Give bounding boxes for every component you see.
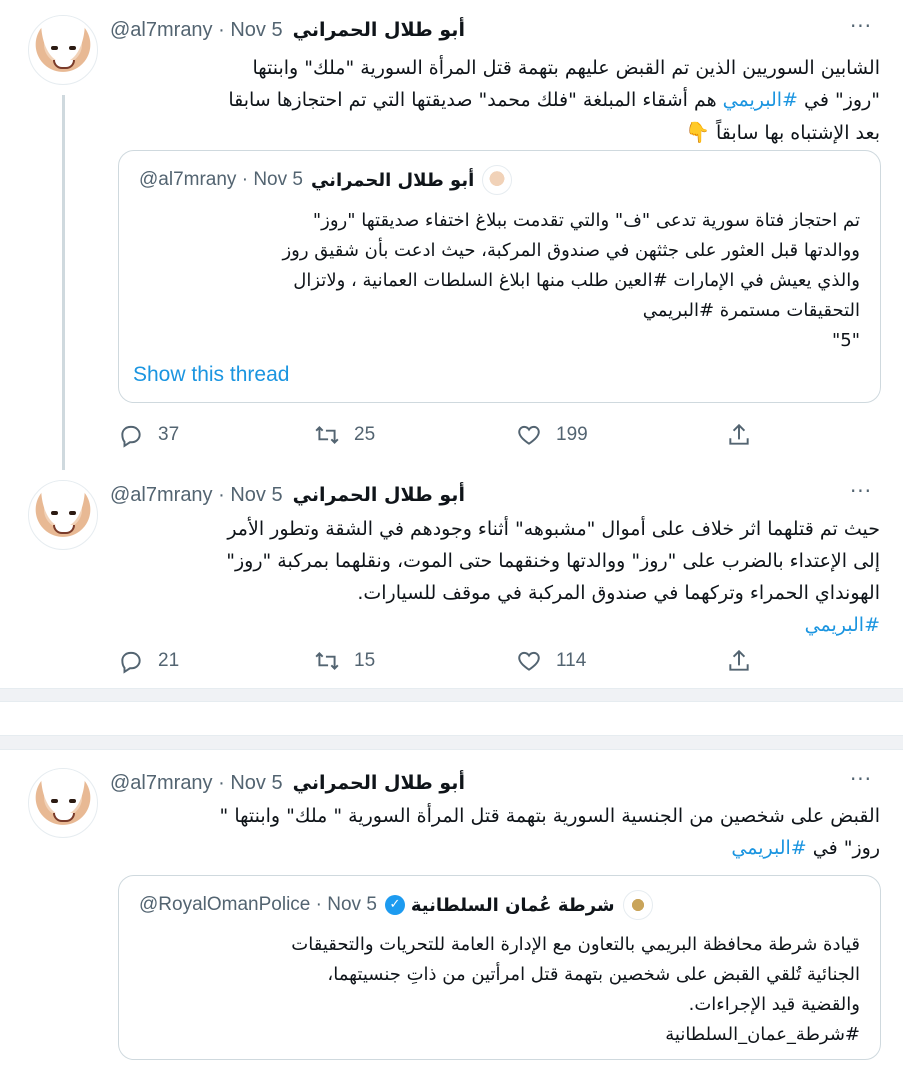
quoted-text-line: التحقيقات مستمرة #البريمي <box>642 300 860 321</box>
quoted-text-line: "5" <box>831 330 860 351</box>
retweet-icon <box>314 422 340 448</box>
quoted-avatar <box>482 165 512 195</box>
author-name[interactable]: أبو طلال الحمراني <box>292 484 465 506</box>
retweet-count: 15 <box>354 650 376 671</box>
author-name[interactable]: أبو طلال الحمراني <box>292 772 465 794</box>
like-button[interactable] <box>516 646 586 676</box>
quoted-author-handle: @RoyalOmanPolice · Nov 5 <box>139 894 377 915</box>
thread-line <box>62 95 65 470</box>
verified-badge-icon: ✓ <box>385 895 405 915</box>
retweet-icon <box>314 648 340 674</box>
quoted-text-line: الجنائية تُلقي القبض على شخصين بتهمة قتل امرأتين من ذاتِ جنسيتهما، <box>327 964 860 985</box>
tweet-header <box>110 769 879 797</box>
author-handle[interactable]: @al7mrany · Nov 5 <box>110 18 283 41</box>
more-options-icon[interactable]: ··· <box>849 479 873 503</box>
like-button[interactable] <box>516 420 588 450</box>
tweet-text <box>110 513 880 641</box>
retweet-count: 25 <box>354 424 376 445</box>
tweet-text-line: "روز" في #البريمي هم أشقاء المبلغة "فلك محمد" صديقتها التي تم احتجازها سابقا <box>228 89 880 111</box>
reply-count: 37 <box>158 424 180 445</box>
tweet-date[interactable]: Nov 5 <box>230 18 283 41</box>
tweet-text-line: إلى الإعتداء بالضرب على "روز" ووالدتها وخنقهما حتى الموت، ونقلهما بمركبة "روز" <box>226 550 880 572</box>
reply-button[interactable] <box>118 646 179 676</box>
tweet-text-line <box>110 609 880 641</box>
hashtag-link[interactable]: #البريمي <box>731 837 807 859</box>
quoted-tweet-header <box>139 890 860 920</box>
pointing-down-emoji: 👇 <box>685 120 710 144</box>
more-options-icon[interactable]: ··· <box>849 14 873 38</box>
retweet-button[interactable] <box>314 646 375 676</box>
avatar[interactable] <box>28 480 98 550</box>
quoted-text-line: والقضية قيد الإجراءات. <box>688 994 860 1015</box>
tweet-text-line: بعد الإشتباه بها سابقاً 👇 <box>685 120 880 144</box>
reply-icon <box>118 648 144 674</box>
quoted-tweet-text <box>139 930 860 1050</box>
tweet-text <box>110 800 880 864</box>
tweet-date[interactable]: Nov 5 <box>230 483 283 506</box>
quoted-text-line: والذي يعيش في الإمارات #العين طلب منها ابلاغ السلطات العمانية ، ولاتزال <box>293 270 860 291</box>
share-button[interactable] <box>726 646 766 676</box>
hashtag-link[interactable]: #شرطة_عمان_السلطانية <box>665 1024 860 1045</box>
quoted-tweet[interactable] <box>118 875 881 1060</box>
reply-count: 21 <box>158 650 180 671</box>
tweet-header <box>110 481 879 509</box>
royal-oman-police-logo <box>623 890 653 920</box>
tweet-text-line: القبض على شخصين من الجنسية السورية بتهمة قتل المرأة السورية " ملك" وابنتها " <box>219 805 880 827</box>
share-button[interactable] <box>726 420 766 450</box>
hashtag-link[interactable]: #البريمي <box>804 614 880 636</box>
quoted-text-line: ووالدتها قبل العثور على جثثهن في صندوق المركبة، حيث ادعت بأن شقيق روز <box>282 240 860 261</box>
quoted-tweet-text <box>139 206 860 356</box>
feed-separator <box>0 735 903 750</box>
quoted-text-line: قيادة شرطة محافظة البريمي بالتعاون مع الإدارة العامة للتحريات والتحقيقات <box>291 934 860 955</box>
tweet-text-line: حيث تم قتلهما اثر خلاف على أموال "مشبوهه" أثناء وجودهم في الشقة وتطور الأمر <box>227 518 880 540</box>
quoted-author-name: شرطة عُمان السلطانية <box>410 894 615 916</box>
tweet-actions <box>118 646 778 676</box>
avatar[interactable] <box>28 15 98 85</box>
share-icon <box>726 648 752 674</box>
quoted-author-name: أبو طلال الحمراني <box>310 169 475 191</box>
tweet-text-line: الهونداي الحمراء وتركهما في صندوق المركبة في موقف للسيارات. <box>357 582 880 604</box>
tweet-text-line: روز" في #البريمي <box>731 837 880 859</box>
tweet-text-line: الشابين السوريين الذين تم القبض عليهم بتهمة قتل المرأة السورية "ملك" وابنتها <box>252 57 880 79</box>
heart-icon <box>516 422 542 448</box>
like-count: 199 <box>556 424 588 445</box>
retweet-button[interactable] <box>314 420 375 450</box>
more-options-icon[interactable]: ··· <box>849 767 873 791</box>
quoted-author-handle: @al7mrany · Nov 5 <box>139 169 303 190</box>
tweet-header <box>110 16 879 44</box>
author-handle[interactable]: @al7mrany · Nov 5 <box>110 483 283 506</box>
heart-icon <box>516 648 542 674</box>
avatar[interactable] <box>28 768 98 838</box>
quoted-tweet-header <box>139 165 860 195</box>
show-thread-link[interactable]: Show this thread <box>133 363 290 386</box>
tweet-text <box>110 52 880 149</box>
quoted-tweet[interactable] <box>118 150 881 403</box>
author-name[interactable]: أبو طلال الحمراني <box>292 19 465 41</box>
hashtag-link[interactable]: #البريمي <box>722 89 798 111</box>
tweet-actions <box>118 420 778 450</box>
reply-button[interactable] <box>118 420 179 450</box>
quoted-text-line: تم احتجاز فتاة سورية تدعى "ف" والتي تقدمت ببلاغ اختفاء صديقتها "روز" <box>312 210 860 231</box>
tweet-date[interactable]: Nov 5 <box>230 771 283 794</box>
author-handle[interactable]: @al7mrany · Nov 5 <box>110 771 283 794</box>
like-count: 114 <box>556 650 587 671</box>
reply-icon <box>118 422 144 448</box>
feed-separator <box>0 688 903 702</box>
share-icon <box>726 422 752 448</box>
